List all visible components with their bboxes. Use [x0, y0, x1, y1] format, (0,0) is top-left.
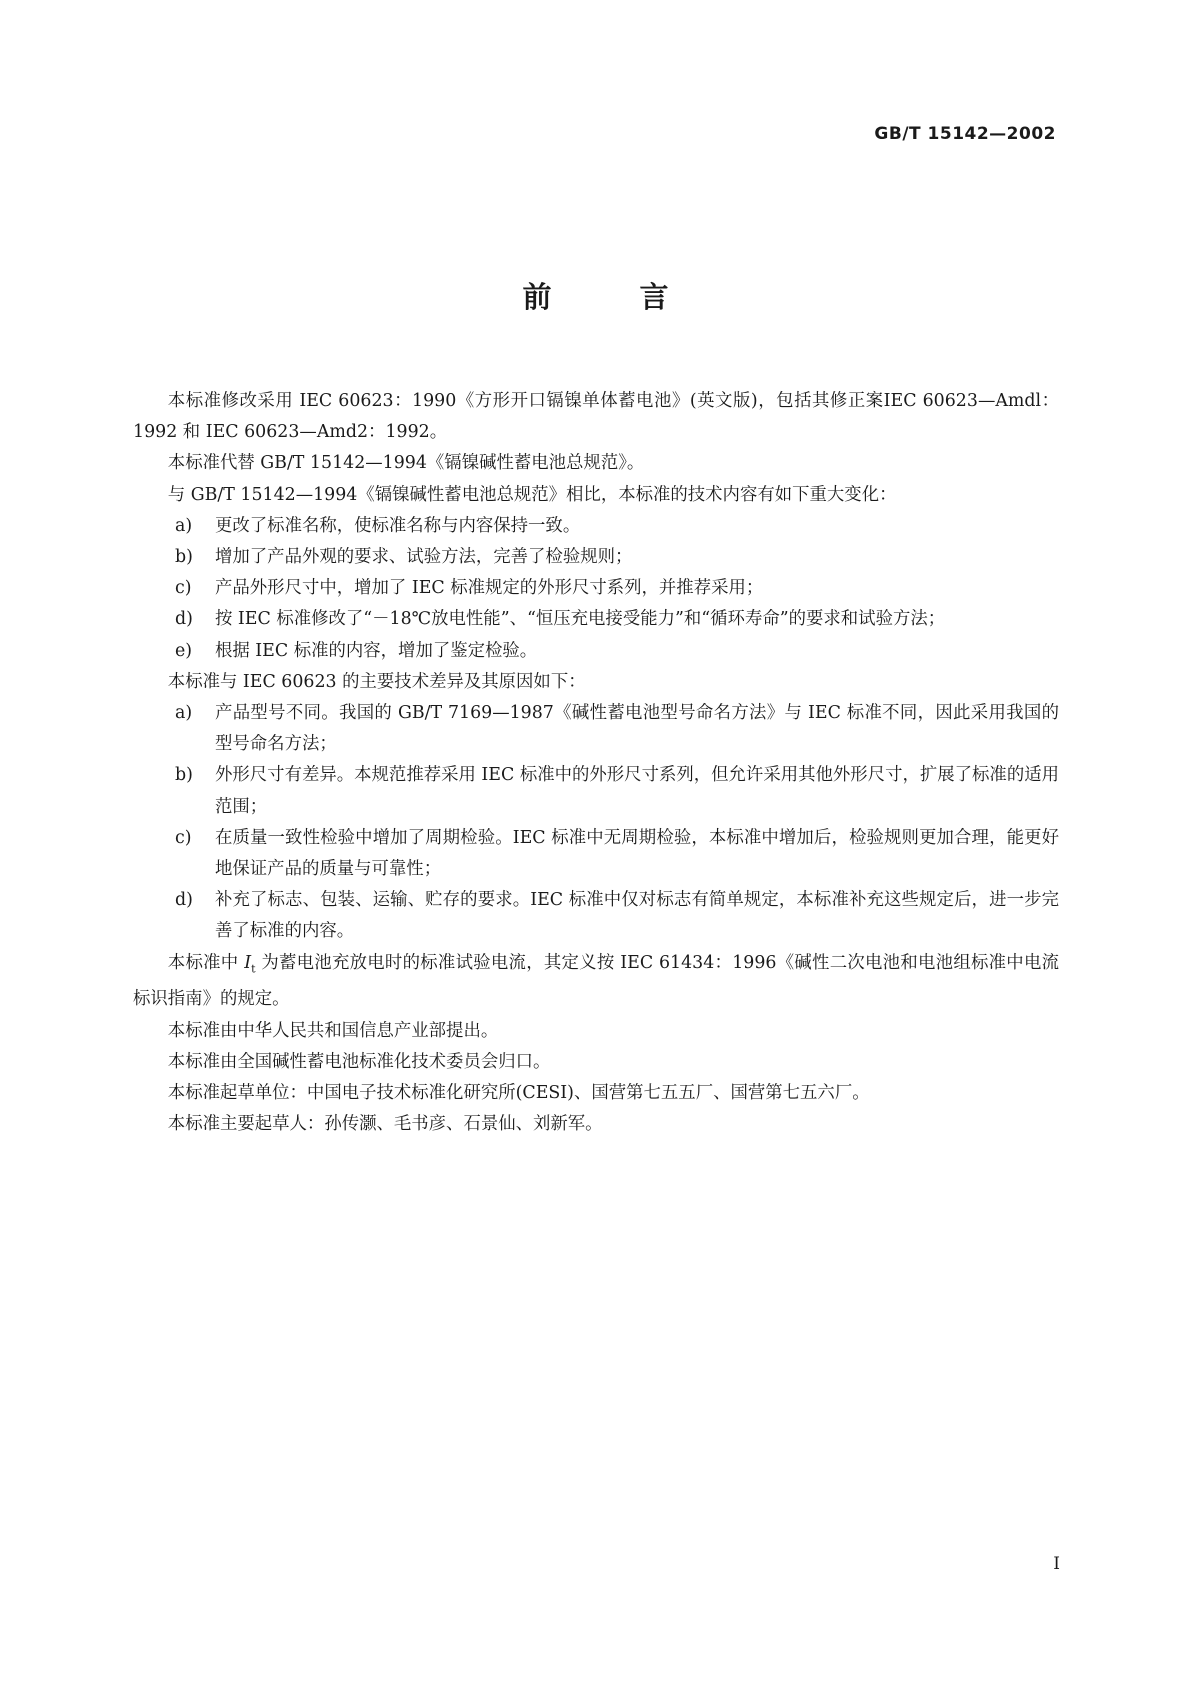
- list-item: [133, 636, 1059, 667]
- list-item-text: 补充了标志、包装、运输、贮存的要求。IEC 标准中仅对标志有简单规定，本标准补充这些规定后，进一步完善了标准的内容。: [215, 890, 1059, 942]
- list-item-text: 根据 IEC 标准的内容，增加了鉴定检验。: [215, 640, 538, 661]
- test-current-symbol: I: [244, 952, 252, 973]
- list-item: [133, 542, 1059, 573]
- list-item: [133, 823, 1059, 885]
- list-item-mark: d): [175, 890, 193, 911]
- list-item-text: 产品外形尺寸中，增加了 IEC 标准规定的外形尺寸系列，并推荐采用；: [215, 578, 764, 599]
- paragraph-differences-intro: 本标准与 IEC 60623 的主要技术差异及其原因如下：: [167, 671, 586, 692]
- paragraph-test-current: [133, 948, 1059, 1016]
- standard-code: GB/T 15142—2002: [874, 124, 1056, 144]
- list-item-mark: a): [175, 515, 193, 536]
- list-item-text: 外形尺寸有差异。本规范推荐采用 IEC 标准中的外形尺寸系列，但允许采用其他外形尺寸，扩展了标准的适用范围；: [215, 765, 1059, 817]
- test-current-text-post: 为蓄电池充放电时的标准试验电流，其定义按 IEC 61434：1996《碱性二次电池和电池组标准中电流标识指南》的规定。: [133, 952, 1059, 1010]
- list-item-text: 更改了标准名称，使标准名称与内容保持一致。: [215, 515, 581, 536]
- document-body: [133, 386, 1059, 1140]
- paragraph-adoption: 本标准修改采用 IEC 60623：1990《方形开口镉镍单体蓄电池》(英文版)，包括其修正案IEC 60623—Amdl：1992 和 IEC 60623—Amd2：1992。: [133, 391, 1059, 443]
- test-current-subscript: t: [251, 962, 256, 976]
- paragraph-proposed-by: 本标准由中华人民共和国信息产业部提出。: [167, 1020, 499, 1041]
- paragraph-drafting-units: 本标准起草单位：中国电子技术标准化研究所(CESI)、国营第七五五厂、国营第七五六厂。: [167, 1082, 870, 1103]
- test-current-text-pre: 本标准中: [167, 952, 245, 973]
- list-item: [133, 604, 1059, 635]
- list-item: [133, 760, 1059, 822]
- paragraph-drafters: 本标准主要起草人：孙传灏、毛书彦、石景仙、刘新军。: [167, 1114, 603, 1135]
- list-item-mark: c): [175, 578, 192, 599]
- list-item-text: 增加了产品外观的要求、试验方法，完善了检验规则；: [215, 547, 633, 568]
- page-title: [0, 275, 1191, 316]
- list-item-mark: c): [175, 827, 192, 848]
- list-item-mark: d): [175, 609, 193, 630]
- paragraph-changes-intro: 与 GB/T 15142—1994《镉镍碱性蓄电池总规范》相比，本标准的技术内容有如下重大变化：: [167, 484, 897, 505]
- list-item-mark: b): [175, 765, 193, 786]
- list-item: [133, 698, 1059, 760]
- list-item: [133, 573, 1059, 604]
- title-char-1: 前: [522, 280, 552, 314]
- paragraph-replaces: 本标准代替 GB/T 15142—1994《镉镍碱性蓄电池总规范》。: [167, 453, 645, 474]
- list-item: [133, 511, 1059, 542]
- paragraph-centralized-by: 本标准由全国碱性蓄电池标准化技术委员会归口。: [167, 1051, 551, 1072]
- title-char-2: 言: [639, 280, 669, 314]
- list-item-text: 产品型号不同。我国的 GB/T 7169—1987《碱性蓄电池型号命名方法》与 IEC 标准不同，因此采用我国的型号命名方法；: [215, 703, 1059, 755]
- list-item-mark: b): [175, 547, 193, 568]
- list-item-mark: e): [175, 640, 193, 661]
- list-item-text: 在质量一致性检验中增加了周期检验。IEC 标准中无周期检验，本标准中增加后，检验规则更加合理，能更好地保证产品的质量与可靠性；: [215, 827, 1059, 880]
- list-item: [133, 885, 1059, 947]
- list-item-mark: a): [175, 703, 193, 724]
- list-item-text: 按 IEC 标准修改了“－18℃放电性能”、“恒压充电接受能力”和“循环寿命”的要求和试验方法；: [215, 609, 946, 630]
- page-number: I: [1053, 1554, 1060, 1574]
